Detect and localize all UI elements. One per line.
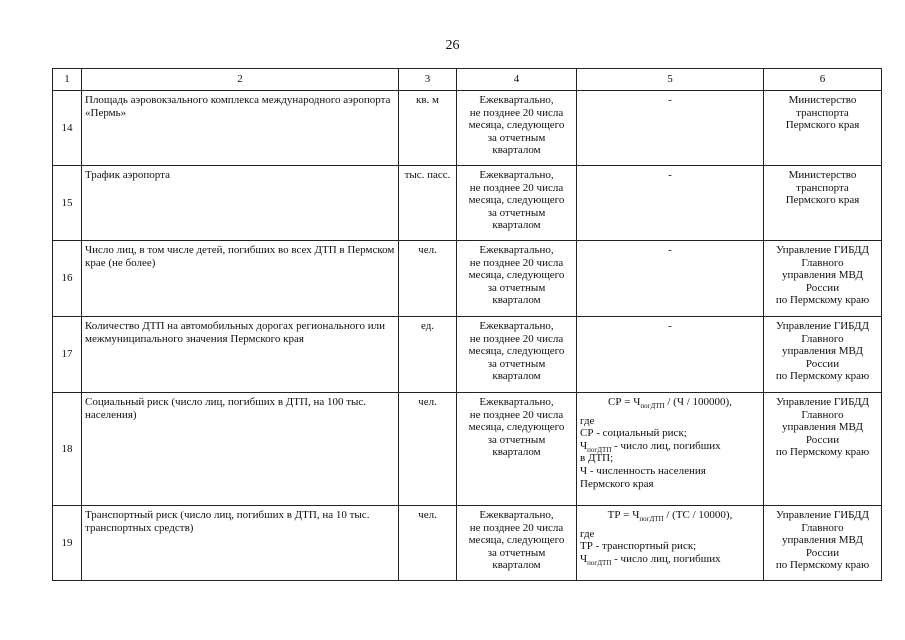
responsible-cell: Управление ГИБДД Главного управления МВД России по Пермскому краю xyxy=(764,506,882,581)
table-row xyxy=(53,166,882,241)
column-header: 5 xyxy=(577,69,764,91)
formula-cell: ТР = $Ч_{погДТП} / (ТС / 10000)$, где ТР - транспортный риск; $Ч_{погДТП}$ - число лиц, погибших xyxy=(577,506,764,581)
table-row xyxy=(53,241,882,317)
indicators-table xyxy=(52,68,882,581)
responsible-cell: Управление ГИБДД Главного управления МВД России по Пермскому краю xyxy=(764,393,882,506)
page-number: 26 xyxy=(445,38,460,53)
row-number: 19 xyxy=(53,506,82,581)
period-cell: Ежеквартально, не позднее 20 числа месяца, следующего за отчетным кварталом xyxy=(457,506,577,581)
indicator-name: Число лиц, в том числе детей, погибших во всех ДТП в Пермском крае (не более) xyxy=(82,241,399,317)
formula-main: СР = $Ч_{погДТП} / (Ч / 100000)$, xyxy=(608,396,732,411)
column-header: 6 xyxy=(764,69,882,91)
table-row xyxy=(53,393,882,506)
indicator-name: Социальный риск (число лиц, погибших в ДТП, на 100 тыс. населения) xyxy=(82,393,399,506)
row-number: 16 xyxy=(53,241,82,317)
responsible-cell: Министерство транспорта Пермского края xyxy=(764,91,882,166)
row-number: 17 xyxy=(53,317,82,393)
period-cell: Ежеквартально, не позднее 20 числа месяца, следующего за отчетным кварталом xyxy=(457,166,577,241)
period-cell: Ежеквартально, не позднее 20 числа месяца, следующего за отчетным кварталом xyxy=(457,91,577,166)
responsible-cell: Управление ГИБДД Главного управления МВД России по Пермскому краю xyxy=(764,241,882,317)
formula-main: ТР = $Ч_{погДТП} / (ТС / 10000)$, xyxy=(607,509,733,524)
period-cell: Ежеквартально, не позднее 20 числа месяца, следующего за отчетным кварталом xyxy=(457,393,577,506)
indicator-name: Площадь аэровокзального комплекса международного аэропорта «Пермь» xyxy=(82,91,399,166)
indicator-name: Трафик аэропорта xyxy=(82,166,399,241)
row-number: 18 xyxy=(53,393,82,506)
column-header: 2 xyxy=(82,69,399,91)
column-header: 1 xyxy=(53,69,82,91)
column-header: 3 xyxy=(399,69,457,91)
formula-cell: СР = $Ч_{погДТП} / (Ч / 100000)$, где СР - социальный риск; $Ч_{погДТП}$ - число лиц, погибших в ДТП; Ч - численность населения Пермского края xyxy=(577,393,764,506)
formula-cell: - xyxy=(577,241,764,317)
indicator-name: Количество ДТП на автомобильных дорогах регионального или межмуниципального значения Пермского края xyxy=(82,317,399,393)
table-row xyxy=(53,506,882,581)
unit-cell: чел. xyxy=(399,241,457,317)
period-cell: Ежеквартально, не позднее 20 числа месяца, следующего за отчетным кварталом xyxy=(457,317,577,393)
unit-cell: тыс. пасс. xyxy=(399,166,457,241)
column-header: 4 xyxy=(457,69,577,91)
row-number: 14 xyxy=(53,91,82,166)
table-row xyxy=(53,91,882,166)
unit-cell: ед. xyxy=(399,317,457,393)
unit-cell: чел. xyxy=(399,393,457,506)
indicator-name: Транспортный риск (число лиц, погибших в ДТП, на 10 тыс. транспортных средств) xyxy=(82,506,399,581)
formula-cell: - xyxy=(577,91,764,166)
formula-cell: - xyxy=(577,166,764,241)
table-row xyxy=(53,317,882,393)
table-header-row xyxy=(53,69,882,91)
formula-cell: - xyxy=(577,317,764,393)
period-cell: Ежеквартально, не позднее 20 числа месяца, следующего за отчетным кварталом xyxy=(457,241,577,317)
unit-cell: чел. xyxy=(399,506,457,581)
unit-cell: кв. м xyxy=(399,91,457,166)
row-number: 15 xyxy=(53,166,82,241)
responsible-cell: Министерство транспорта Пермского края xyxy=(764,166,882,241)
responsible-cell: Управление ГИБДД Главного управления МВД России по Пермскому краю xyxy=(764,317,882,393)
